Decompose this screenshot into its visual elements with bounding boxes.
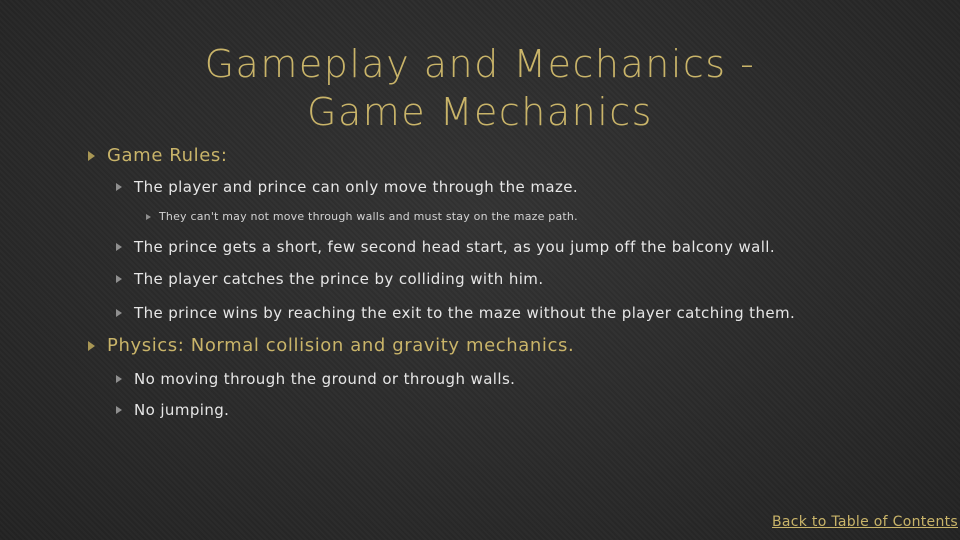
bullet-physics bbox=[86, 335, 574, 356]
bullet-arrow-icon bbox=[88, 341, 95, 351]
bullet-text: The player catches the prince by colliding with him. bbox=[134, 270, 544, 288]
bullet-text: The prince gets a short, few second head start, as you jump off the balcony wall. bbox=[134, 238, 776, 256]
bullet-rule-2 bbox=[116, 238, 775, 256]
bullet-arrow-icon bbox=[116, 406, 122, 414]
bullet-arrow-icon bbox=[116, 183, 122, 191]
bullet-game-rules bbox=[86, 145, 228, 166]
bullet-rule-4 bbox=[116, 304, 795, 322]
bullet-text: The player and prince can only move through the maze. bbox=[134, 178, 579, 196]
bullet-text: Game Rules: bbox=[107, 145, 228, 166]
bullet-text: Physics: Normal collision and gravity mechanics. bbox=[107, 335, 575, 356]
bullet-rule-1-sub bbox=[146, 210, 578, 223]
bullet-text: They can't may not move through walls and must stay on the maze path. bbox=[159, 210, 578, 223]
bullet-rule-3 bbox=[116, 270, 544, 288]
bullet-arrow-icon bbox=[116, 275, 122, 283]
bullet-text: No jumping. bbox=[134, 401, 230, 419]
bullet-arrow-icon bbox=[88, 151, 95, 161]
back-to-toc-link[interactable]: Back to Table of Contents bbox=[771, 514, 958, 530]
bullet-physics-2 bbox=[116, 401, 229, 419]
bullet-arrow-icon bbox=[146, 214, 151, 220]
slide-title: Gameplay and Mechanics - Game Mechanics bbox=[204, 42, 756, 134]
bullet-text: The prince wins by reaching the exit to the maze without the player catching them. bbox=[134, 304, 796, 322]
bullet-arrow-icon bbox=[116, 309, 122, 317]
bullet-arrow-icon bbox=[116, 375, 122, 383]
bullet-rule-1 bbox=[116, 178, 578, 196]
bullet-arrow-icon bbox=[116, 243, 122, 251]
bullet-text: No moving through the ground or through walls. bbox=[134, 370, 516, 388]
bullet-physics-1 bbox=[116, 370, 515, 388]
